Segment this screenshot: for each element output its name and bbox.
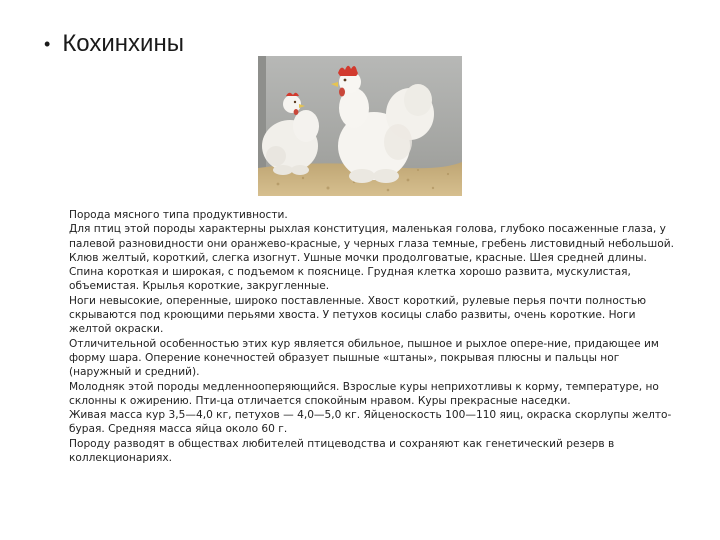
paragraph-temperament: Молодняк этой породы медленнооперяющийся. Взрослые куры неприхотливы к корму, температуре, но склонны к ожирению. Пти-ца отличается спокойным нравом. Куры прекрасные наседки. (69, 380, 659, 407)
paragraph-productivity: Порода мясного типа продуктивности. (69, 209, 288, 221)
paragraph-legs: Ноги невысокие, оперенные, широко поставленные. Хвост короткий, рулевые перья почти полностью скрываются под кроющими перьями хвоста. У петухов косицы слабо развиты, очень короткие. Ноги желтой окраски. (69, 294, 646, 336)
title-text: Кохинхины (62, 30, 184, 57)
bullet-icon: • (44, 34, 51, 54)
paragraph-constitution: Для птиц этой породы характерны рыхлая конституция, маленькая голова, глубоко посаженные глаза, у палевой разновидности они оранжево-красные, у черных глаза темные, гребень листовидный небольшой. Клюв желтый, короткий, слегка изогнут. Ушные мочки продолговатые, красные. Шея средней длины. Спина короткая и широкая, с подъемом к пояснице. Грудная клетка хорошо развита, мускулистая, объемистая. Крылья короткие, закругленные. (69, 223, 674, 293)
paragraph-plumage: Отличительной особенностью этих кур является обильное, пышное и рыхлое опере-ние, придающее им форму шара. Оперение конечностей образует пышные «штаны», покрывая плюсны и пальцы ног (наружный и средний). (69, 337, 659, 379)
chicken-photo (258, 56, 462, 196)
breed-description (69, 208, 681, 465)
paragraph-weight: Живая масса кур 3,5—4,0 кг, петухов — 4,0—5,0 кг. Яйценоскость 100—110 яиц, окраска скорлупы желто-бурая. Средняя масса яйца около 60 г. (69, 409, 672, 436)
paragraph-breeding: Породу разводят в обществах любителей птицеводства и сохраняют как генетический резерв в коллекционариях. (69, 437, 615, 465)
slide-title (44, 30, 184, 58)
